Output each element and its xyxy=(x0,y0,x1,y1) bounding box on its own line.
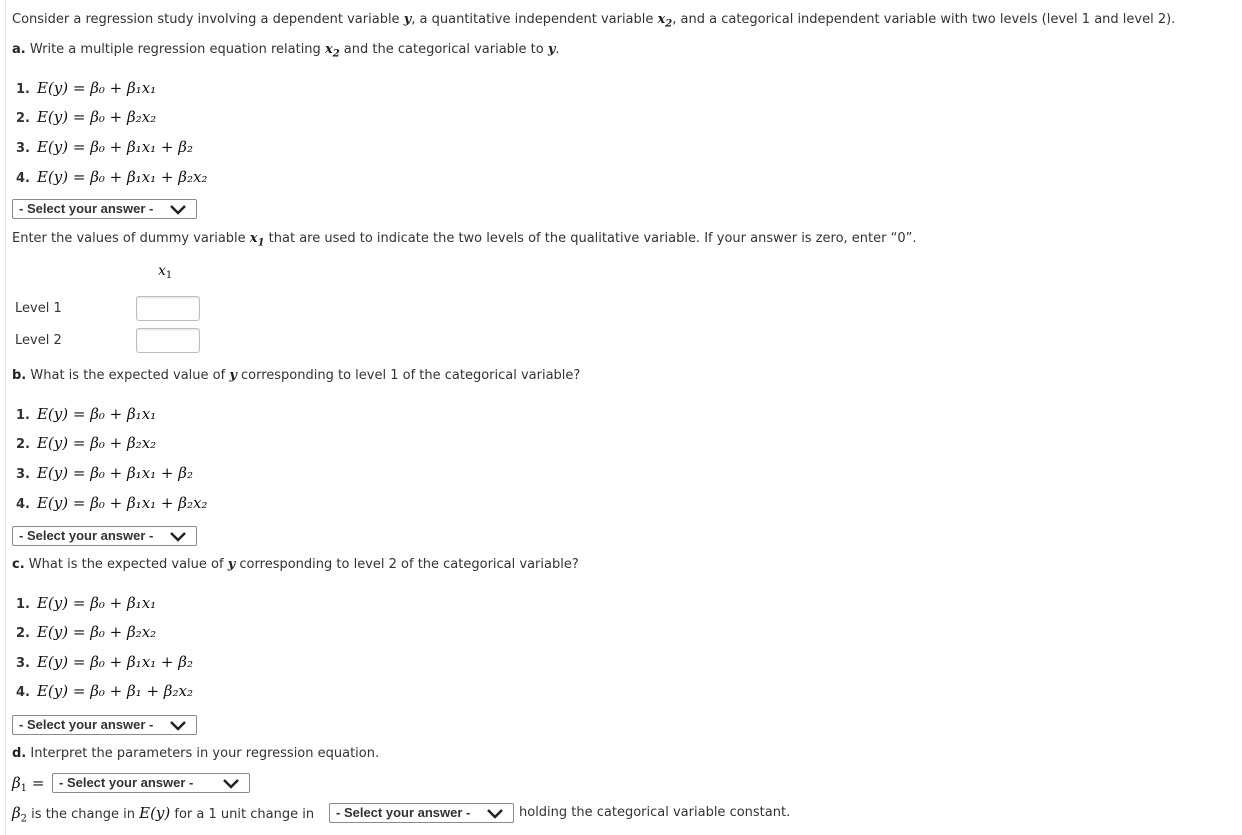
dummy-column-header: $x_1$ xyxy=(158,263,173,281)
option-b-3: 3. E(y) = β₀ + β₁x₁ + β₂ xyxy=(16,464,193,482)
part-a-prompt: a. Write a multiple regression equation relating $x_2$ and the categorical variable to y. xyxy=(12,42,560,60)
option-b-1: 1. E(y) = β₀ + β₁x₁ xyxy=(16,405,157,423)
beta1-interpretation-select[interactable]: - Select your answer - xyxy=(52,773,250,793)
chevron-down-icon xyxy=(222,778,240,789)
beta2-tail-text: holding the categorical variable constant. xyxy=(519,805,791,820)
chevron-down-icon xyxy=(486,808,504,819)
option-c-4: 4. E(y) = β₀ + β₁ + β₂x₂ xyxy=(16,682,193,700)
chevron-down-icon xyxy=(169,720,187,731)
option-a-1: 1. E(y) = β₀ + β₁x₁ xyxy=(16,79,157,97)
chevron-down-icon xyxy=(169,204,187,215)
option-b-4: 4. E(y) = β₀ + β₁x₁ + β₂x₂ xyxy=(16,494,208,512)
beta2-variable-select[interactable]: - Select your answer - xyxy=(329,803,514,823)
beta2-interpretation-text: $\beta_2$ is the change in E(y) for a 1 unit change in xyxy=(12,804,315,825)
dummy-instruction: Enter the values of dummy variable $x_1$ that are used to indicate the two levels of the qualitative variable. If your answer is zero, enter “0”. xyxy=(12,231,917,249)
option-c-1: 1. E(y) = β₀ + β₁x₁ xyxy=(16,594,157,612)
beta1-label: $\beta_1$ = xyxy=(12,774,45,794)
part-c-prompt: c. What is the expected value of y corresponding to level 2 of the categorical variable? xyxy=(12,557,579,572)
part-c-answer-select[interactable]: - Select your answer - xyxy=(12,715,197,735)
chevron-down-icon xyxy=(169,531,187,542)
option-c-2: 2. E(y) = β₀ + β₂x₂ xyxy=(16,623,157,641)
option-a-3: 3. E(y) = β₀ + β₁x₁ + β₂ xyxy=(16,138,193,156)
level-1-label: Level 1 xyxy=(15,301,62,316)
part-b-prompt: b. What is the expected value of y corresponding to level 1 of the categorical variable? xyxy=(12,368,581,383)
level-2-label: Level 2 xyxy=(15,333,62,348)
part-b-answer-select[interactable]: - Select your answer - xyxy=(12,526,197,546)
level-2-input[interactable] xyxy=(136,328,200,353)
option-a-2: 2. E(y) = β₀ + β₂x₂ xyxy=(16,108,157,126)
intro-text: Consider a regression study involving a dependent variable y, a quantitative independent variable $x_2$, and a categorical independent variable with two levels (level 1 and level 2). xyxy=(12,12,1176,30)
part-a-answer-select[interactable]: - Select your answer - xyxy=(12,199,197,219)
part-d-prompt: d. Interpret the parameters in your regression equation. xyxy=(12,746,380,761)
option-c-3: 3. E(y) = β₀ + β₁x₁ + β₂ xyxy=(16,653,193,671)
option-b-2: 2. E(y) = β₀ + β₂x₂ xyxy=(16,434,157,452)
option-a-4: 4. E(y) = β₀ + β₁x₁ + β₂x₂ xyxy=(16,168,208,186)
level-1-input[interactable] xyxy=(136,296,200,321)
